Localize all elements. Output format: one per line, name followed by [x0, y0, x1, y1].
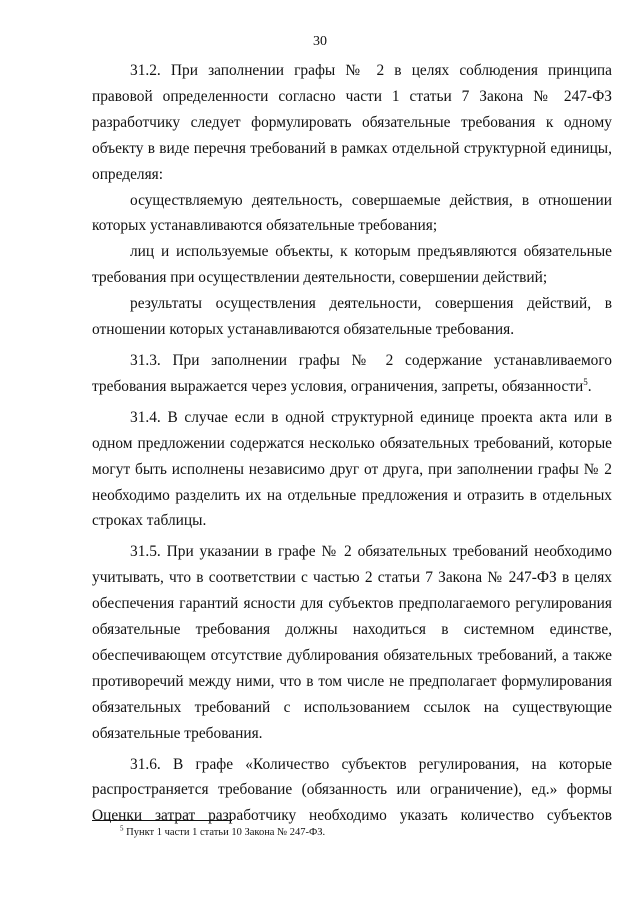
- paragraph-31-2: 31.2. При заполнении графы № 2 в целях соблюдения принципа правовой определенности согласно части 1 статьи 7 Закона № 247-ФЗ разработчику следует формулировать обязательные требования к одному объекту в виде перечня требований в рамках отдельной структурной единицы, определяя:: [92, 62, 612, 183]
- paragraph-31-6: 31.6. В графе «Количество субъектов регулирования, на которые распространяется требование (обязанность или ограничение), ед.» формы Оценки затрат разработчику необходимо указать количество субъектов: [92, 755, 612, 825]
- paragraph-31-2-item-3: результаты осуществления деятельности, совершения действий, в отношении которых устанавливаются обязательные требования.: [92, 295, 612, 339]
- paragraph-31-3: [92, 348, 612, 400]
- footnote-text: Пункт 1 части 1 статьи 10 Закона № 247-ФЗ.: [123, 827, 326, 838]
- paragraph-31-3-text: 31.3. При заполнении графы № 2 содержание устанавливаемого требования выражается через условия, ограничения, запреты, обязанности: [92, 351, 612, 395]
- paragraph-31-2-item-1: осуществляемую деятельность, совершаемые действия, в отношении которых устанавливаются обязательные требования;: [92, 191, 612, 235]
- footnote-marker: 5: [120, 824, 124, 833]
- paragraph-31-5: 31.5. При указании в графе № 2 обязательных требований необходимо учитывать, что в соответствии с частью 2 статьи 7 Закона № 247-ФЗ в целях обеспечения гарантий ясности для субъектов предполагаемого регулирования обязательные требования должны находиться в системном единстве, обеспечивающем отсутствие дублирования обязательных требований, а также противоречий между ними, что в том числе не предполагает формулирования обязательных требований с использованием ссылок на существующие обязательные требования.: [92, 543, 612, 742]
- footnote-separator: [92, 820, 232, 821]
- paragraph-31-2-item-2: лиц и используемые объекты, к которым предъявляются обязательные требования при осуществлении деятельности, совершении действий;: [92, 243, 612, 287]
- footnote-reference: 5: [583, 376, 588, 387]
- footnote: [120, 826, 325, 840]
- paragraph-31-3-end: .: [587, 377, 592, 395]
- page-number: 30: [313, 34, 327, 49]
- body-text: [92, 58, 612, 829]
- paragraph-31-4: 31.4. В случае если в одной структурной единице проекта акта или в одном предложении содержатся несколько обязательных требований, которые могут быть исполнены независимо друг от друга, при заполнении графы № 2 необходимо разделить их на отдельные предложения и отразить в отдельных строках таблицы.: [92, 408, 612, 530]
